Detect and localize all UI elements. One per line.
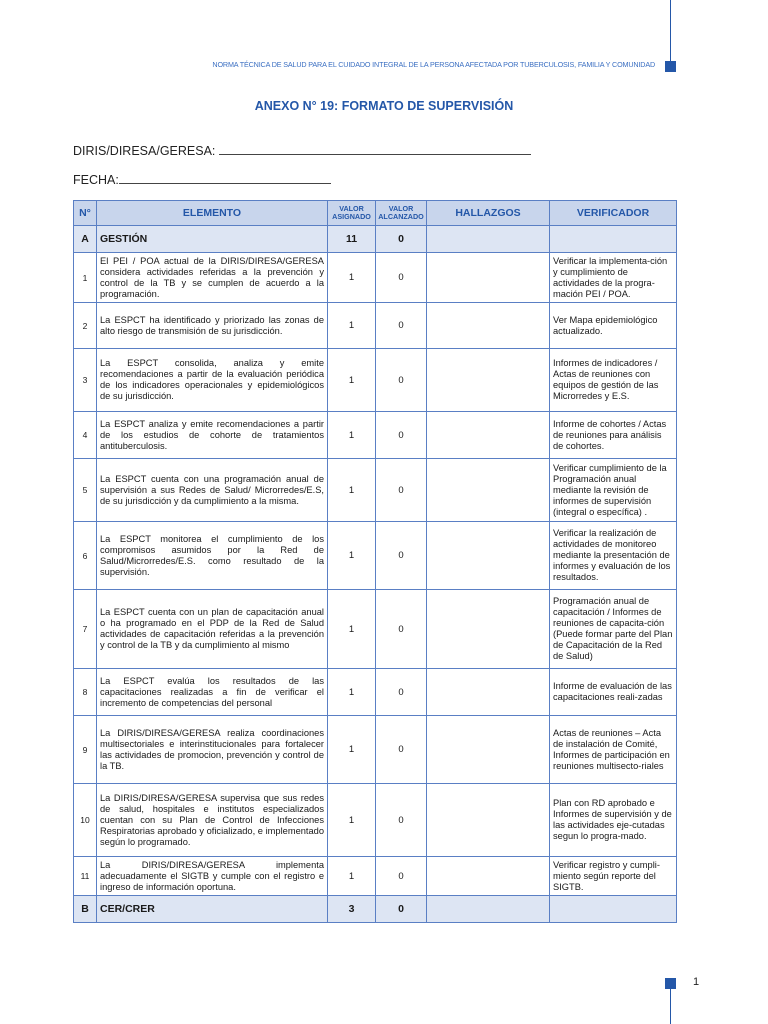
header-valor-asignado: VALOR ASIGNADO: [328, 201, 376, 226]
row-valor-asignado: 1: [328, 349, 376, 412]
row-hallazgos[interactable]: [427, 349, 550, 412]
header-valor-alcanzado: VALOR ALCANZADO: [376, 201, 427, 226]
row-valor-alcanzado: 0: [376, 784, 427, 857]
page-number: 1: [693, 976, 700, 988]
row-elemento: La ESPCT cuenta con una programación anual de supervisión a sus Redes de Salud/ Microrredes/E.S, de su jurisdicción y da cumplimiento a la misma.: [97, 459, 328, 522]
row-number: 8: [74, 669, 97, 716]
page-title: ANEXO N° 19: FORMATO DE SUPERVISIÓN: [254, 99, 514, 113]
row-elemento: La ESPCT ha identificado y priorizado las zonas de alto riesgo de transmisión de su jurisdicción.: [97, 303, 328, 349]
section-hallazgos: [427, 896, 550, 923]
section-valor-alcanzado: 0: [376, 896, 427, 923]
section-verificador: [550, 226, 677, 253]
row-elemento: El PEI / POA actual de la DIRIS/DIRESA/GERESA considera actividades referidas a la prevención y control de la TB y se cumplen de acuerdo a la programación.: [97, 253, 328, 303]
row-number: 2: [74, 303, 97, 349]
row-elemento: La ESPCT consolida, analiza y emite recomendaciones a partir de la evaluación periódica de los indicadores operacionales y epidemiológicos de su jurisdicción.: [97, 349, 328, 412]
row-hallazgos[interactable]: [427, 857, 550, 896]
running-header: NORMA TÉCNICA DE SALUD PARA EL CUIDADO INTEGRAL DE LA PERSONA AFECTADA POR TUBERCULOSIS, FAMILIA Y COMUNIDAD: [212, 60, 655, 69]
header-hallazgos: HALLAZGOS: [427, 201, 550, 226]
fecha-field: [73, 172, 331, 187]
row-number: 3: [74, 349, 97, 412]
header-elemento: ELEMENTO: [97, 201, 328, 226]
row-verificador: Ver Mapa epidemiológico actualizado.: [550, 303, 677, 349]
row-number: 9: [74, 716, 97, 784]
row-number: 10: [74, 784, 97, 857]
table-row: [74, 669, 677, 716]
section-verificador: [550, 896, 677, 923]
row-verificador: Informes de indicadores / Actas de reuniones con equipos de gestión de las Microrredes y E.S.: [550, 349, 677, 412]
row-valor-asignado: 1: [328, 253, 376, 303]
row-number: 5: [74, 459, 97, 522]
row-valor-alcanzado: 0: [376, 522, 427, 590]
row-elemento: La ESPCT evalúa los resultados de las capacitaciones realizadas a fin de verificar el incremento de competencias del personal: [97, 669, 328, 716]
row-valor-asignado: 1: [328, 522, 376, 590]
table-row: [74, 590, 677, 669]
row-hallazgos[interactable]: [427, 669, 550, 716]
top-decorative-square: [665, 61, 676, 72]
supervision-table: [73, 200, 677, 923]
row-hallazgos[interactable]: [427, 412, 550, 459]
row-valor-asignado: 1: [328, 459, 376, 522]
row-verificador: Informe de cohortes / Actas de reuniones para análisis de cohortes.: [550, 412, 677, 459]
table-row: [74, 716, 677, 784]
row-hallazgos[interactable]: [427, 459, 550, 522]
header-num: N°: [74, 201, 97, 226]
row-hallazgos[interactable]: [427, 303, 550, 349]
table-row: [74, 349, 677, 412]
row-valor-alcanzado: 0: [376, 857, 427, 896]
table-row: [74, 412, 677, 459]
row-verificador: Informe de evaluación de las capacitaciones reali-zadas: [550, 669, 677, 716]
row-verificador: Verificar cumplimiento de la Programación anual mediante la revisión de informes de supervisión (integral o específica) .: [550, 459, 677, 522]
top-decorative-line: [670, 0, 671, 62]
table-row: [74, 303, 677, 349]
header-verificador: VERIFICADOR: [550, 201, 677, 226]
row-hallazgos[interactable]: [427, 784, 550, 857]
row-valor-asignado: 1: [328, 412, 376, 459]
row-valor-asignado: 1: [328, 669, 376, 716]
row-verificador: Programación anual de capacitación / Informes de reuniones de capacita-ción (Puede formar parte del Plan de Capacitación de la Red de Salud): [550, 590, 677, 669]
row-valor-alcanzado: 0: [376, 412, 427, 459]
table-header-row: [74, 201, 677, 226]
section-letter: A: [74, 226, 97, 253]
row-hallazgos[interactable]: [427, 522, 550, 590]
row-number: 6: [74, 522, 97, 590]
row-elemento: La ESPCT cuenta con un plan de capacitación anual o ha programado en el PDP de la Red de Salud actividades de capacitación referidas a la prevención y control de la TB y da cumplimiento al mismo: [97, 590, 328, 669]
row-hallazgos[interactable]: [427, 590, 550, 669]
row-verificador: Verificar registro y cumpli-miento según reporte del SIGTB.: [550, 857, 677, 896]
section-row-gestion: [74, 226, 677, 253]
row-valor-asignado: 1: [328, 303, 376, 349]
row-verificador: Actas de reuniones – Acta de instalación de Comité, Informes de participación en reuniones multisecto-riales: [550, 716, 677, 784]
row-valor-alcanzado: 0: [376, 303, 427, 349]
fecha-blank-line: [119, 172, 331, 184]
row-verificador: Plan con RD aprobado e Informes de supervisión y de las actividades eje-cutadas segun lo progra-mado.: [550, 784, 677, 857]
row-number: 7: [74, 590, 97, 669]
table-row: [74, 253, 677, 303]
section-valor-asignado: 11: [328, 226, 376, 253]
diris-label: DIRIS/DIRESA/GERESA:: [73, 144, 216, 158]
row-valor-asignado: 1: [328, 857, 376, 896]
row-valor-alcanzado: 0: [376, 716, 427, 784]
row-hallazgos[interactable]: [427, 716, 550, 784]
diris-field: [73, 143, 531, 158]
row-elemento: La DIRIS/DIRESA/GERESA implementa adecuadamente el SIGTB y cumple con el registro e ingreso de información oportuna.: [97, 857, 328, 896]
row-verificador: Verificar la realización de actividades de monitoreo mediante la presentación de informes y evaluación de los resultados.: [550, 522, 677, 590]
row-valor-alcanzado: 0: [376, 669, 427, 716]
row-number: 1: [74, 253, 97, 303]
row-elemento: La ESPCT analiza y emite recomendaciones a partir de los estudios de cohorte de tratamientos antituberculosis.: [97, 412, 328, 459]
row-valor-alcanzado: 0: [376, 349, 427, 412]
row-elemento: La ESPCT monitorea el cumplimiento de los compromisos asumidos por la Red de Salud/Microrredes/E.S. como resultado de la supervisión.: [97, 522, 328, 590]
row-valor-asignado: 1: [328, 784, 376, 857]
table-row: [74, 784, 677, 857]
row-valor-alcanzado: 0: [376, 590, 427, 669]
fecha-label: FECHA:: [73, 173, 119, 187]
table-row: [74, 522, 677, 590]
row-number: 11: [74, 857, 97, 896]
section-hallazgos: [427, 226, 550, 253]
row-valor-asignado: 1: [328, 590, 376, 669]
section-name: GESTIÓN: [97, 226, 328, 253]
table-row: [74, 459, 677, 522]
row-number: 4: [74, 412, 97, 459]
row-hallazgos[interactable]: [427, 253, 550, 303]
row-valor-alcanzado: 0: [376, 253, 427, 303]
row-valor-alcanzado: 0: [376, 459, 427, 522]
row-valor-asignado: 1: [328, 716, 376, 784]
diris-blank-line: [219, 143, 531, 155]
table-row: [74, 857, 677, 896]
section-valor-asignado: 3: [328, 896, 376, 923]
section-letter: B: [74, 896, 97, 923]
row-elemento: La DIRIS/DIRESA/GERESA supervisa que sus redes de salud, hospitales e institutos especializados cuentan con su Plan de Control de Infecciones Respiratorias aprobado y oficializado, e implementado según lo programado.: [97, 784, 328, 857]
row-elemento: La DIRIS/DIRESA/GERESA realiza coordinaciones multisectoriales e interinstitucionales para fortalecer las actividades de promocion, prevención y control de la TB.: [97, 716, 328, 784]
section-valor-alcanzado: 0: [376, 226, 427, 253]
section-row-cer-crer: [74, 896, 677, 923]
section-name: CER/CRER: [97, 896, 328, 923]
bottom-decorative-line: [670, 986, 671, 1024]
row-verificador: Verificar la implementa-ción y cumplimiento de actividades de la progra-mación PEI / POA.: [550, 253, 677, 303]
